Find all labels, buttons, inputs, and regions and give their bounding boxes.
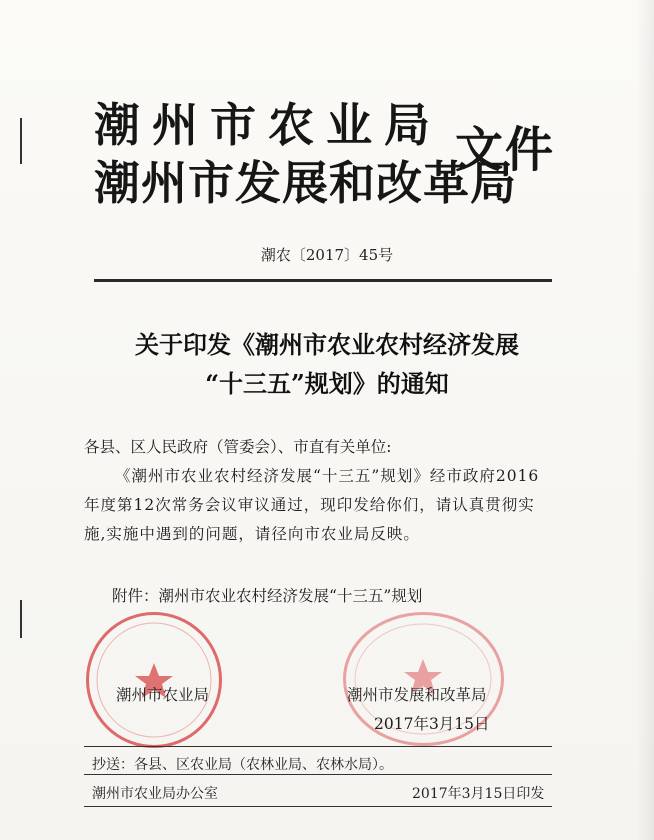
document-word: 文件: [455, 122, 556, 178]
document-number: 潮农〔2017〕45号: [260, 246, 394, 264]
print-date: 2017年3月15日印发: [412, 786, 545, 802]
attachment-line: 附件：潮州市农业农村经济发展“十三五”规划: [112, 587, 423, 605]
carbon-copy: 抄送：各县、区农业局（农林业局、农林水局）。: [92, 757, 393, 773]
agency-name-1: 潮州市农业局: [94, 98, 442, 152]
page-edge-shadow: [636, 0, 654, 840]
addressee: 各县、区人民政府（管委会）、市直有关单位:: [84, 438, 392, 456]
signature-date: 2017年3月15日: [374, 715, 490, 733]
header-rule: [94, 279, 552, 282]
binding-mark-bottom: [20, 600, 22, 638]
agency-name-2: 潮州市发展和改革局: [94, 156, 517, 210]
document-title-line-2: “十三五”规划》的通知: [205, 369, 449, 398]
signature-right-agency: 潮州市发展和改革局: [347, 686, 487, 704]
body-paragraph: 《潮州市农业农村经济发展“十三五”规划》经市政府2016年度第12次常务会议审议通过，现印发给你们，请认真贯彻实施,实施中遇到的问题，请径向市农业局反映。: [84, 467, 540, 543]
official-seal-left: [86, 612, 222, 748]
document-title-line-1: 关于印发《潮州市农业农村经济发展: [135, 330, 519, 359]
footer-rule-top: [84, 746, 552, 747]
issuing-office: 潮州市农业局办公室: [92, 786, 218, 802]
signature-left-agency: 潮州市农业局: [116, 686, 210, 704]
footer-rule-bottom: [84, 806, 552, 807]
binding-mark-top: [20, 118, 22, 164]
footer-rule-middle: [84, 774, 552, 775]
